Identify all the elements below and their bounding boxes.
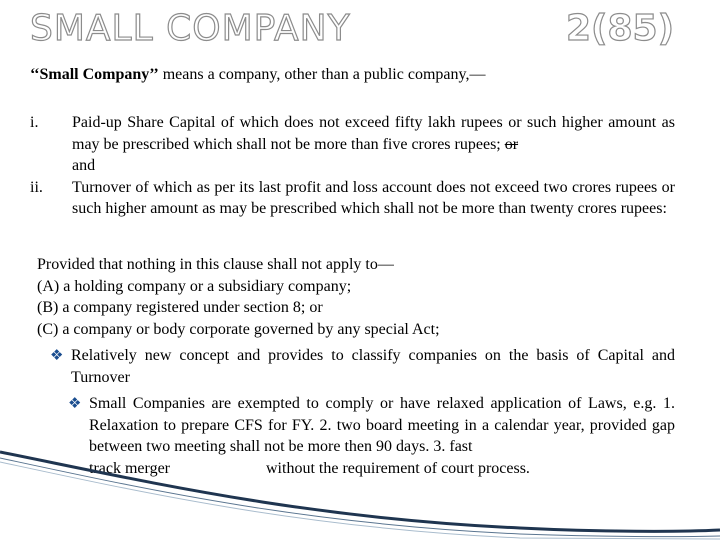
defined-term: ‘‘Small Company’’ bbox=[30, 66, 159, 83]
bullet-text: Small Companies are exempted to comply or have relaxed application of Laws, e.g. 1. Relaxation to prepare CFS for FY. 2. two board meeting in a calendar year, provided gap between two meeting shall not be more then 90 days. 3. fast bbox=[89, 395, 675, 455]
slide-title: SMALL COMPANY bbox=[30, 8, 351, 49]
clause-list bbox=[30, 112, 675, 220]
proviso-item: (B) a company registered under section 8; or bbox=[37, 299, 323, 316]
bullet-point bbox=[50, 345, 675, 388]
clause-item bbox=[30, 177, 675, 220]
bullet-text: Relatively new concept and provides to classify companies on the basis of Capital and Turnover bbox=[71, 347, 675, 386]
section-number: 2(85) bbox=[566, 8, 675, 49]
clause-number: i. bbox=[30, 114, 39, 131]
struck-word: or bbox=[504, 135, 519, 153]
proviso-item: (C) a company or body corporate governed by any special Act; bbox=[37, 320, 440, 338]
clause-tail: and bbox=[72, 157, 96, 174]
clause-item bbox=[30, 112, 675, 177]
definition-text: means a company, other than a public company,— bbox=[158, 66, 486, 83]
proviso-block bbox=[37, 254, 597, 340]
clause-number: ii. bbox=[30, 178, 43, 196]
definition-intro bbox=[30, 66, 485, 84]
proviso-item: (A) a holding company or a subsidiary company; bbox=[37, 277, 352, 295]
clause-text: Paid-up Share Capital of which does not exceed fifty lakh rupees or such higher amount as may be prescribed which shall not be more than five crores rupees; bbox=[72, 114, 675, 153]
bullet-point bbox=[68, 393, 675, 479]
diamond-bullet-icon: ❖ bbox=[50, 346, 64, 364]
bullet-text-line-end: without the requirement of court process. bbox=[266, 459, 530, 477]
bullet-text-line-start: track merger bbox=[89, 459, 170, 477]
clause-text: Turnover of which as per its last profit and loss account does not exceed two crores rupees or such higher amount as may be prescribed which shall not be more than twenty crores rupees: bbox=[72, 178, 675, 217]
diamond-bullet-icon: ❖ bbox=[68, 394, 82, 412]
proviso-intro: Provided that nothing in this clause shall not apply to— bbox=[37, 256, 394, 273]
